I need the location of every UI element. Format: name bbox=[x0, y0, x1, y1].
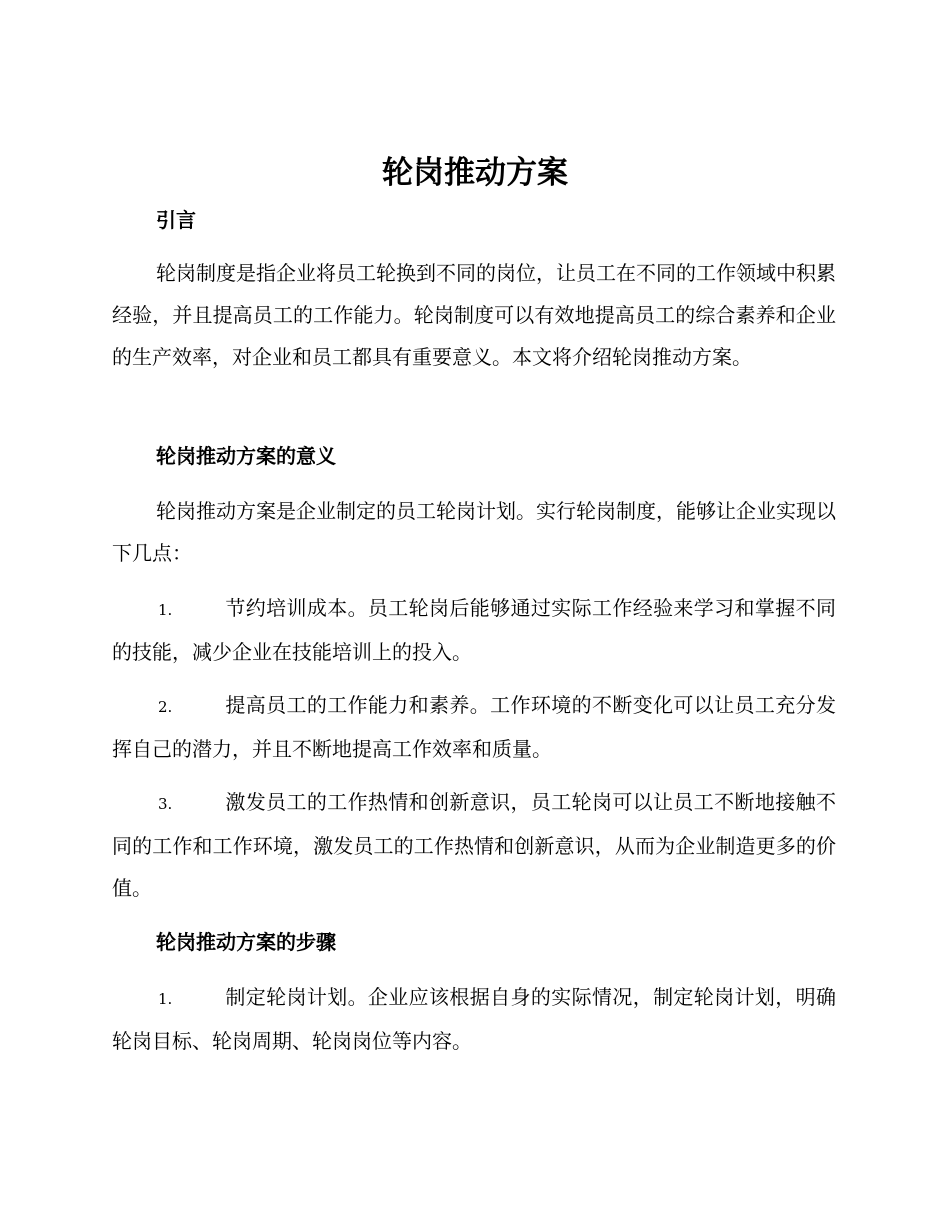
list-item bbox=[112, 976, 836, 1062]
list-item-number: 1. bbox=[158, 601, 173, 619]
significance-paragraph: 轮岗推动方案是企业制定的员工轮岗计划。实行轮岗制度，能够让企业实现以下几点： bbox=[112, 499, 836, 565]
list-item-number: 2. bbox=[158, 698, 173, 716]
list-item bbox=[112, 781, 836, 909]
list-item-text: 提高员工的工作能力和素养。工作环境的不断变化可以让员工充分发挥自己的潜力，并且不断地提高工作效率和质量。 bbox=[112, 693, 836, 761]
section-heading-significance: 轮岗推动方案的意义 bbox=[156, 444, 336, 468]
introduction-paragraph: 轮岗制度是指企业将员工轮换到不同的岗位，让员工在不同的工作领域中积累经验，并且提高员工的工作能力。轮岗制度可以有效地提高员工的综合素养和企业的生产效率，对企业和员工都具有重要意义。本文将介绍轮岗推动方案。 bbox=[112, 261, 836, 369]
list-item-number: 1. bbox=[158, 990, 173, 1008]
document-title: 轮岗推动方案 bbox=[382, 155, 568, 191]
list-item-text: 节约培训成本。员工轮岗后能够通过实际工作经验来学习和掌握不同的技能，减少企业在技能培训上的投入。 bbox=[112, 596, 836, 664]
list-item-number: 3. bbox=[158, 795, 173, 813]
section-heading-steps: 轮岗推动方案的步骤 bbox=[156, 930, 336, 954]
section-heading-introduction: 引言 bbox=[156, 208, 196, 232]
list-item bbox=[112, 587, 836, 673]
list-item-text: 激发员工的工作热情和创新意识，员工轮岗可以让员工不断地接触不同的工作和工作环境，激发员工的工作热情和创新意识，从而为企业制造更多的价值。 bbox=[112, 790, 836, 900]
list-item bbox=[112, 684, 836, 770]
list-item-text: 制定轮岗计划。企业应该根据自身的实际情况，制定轮岗计划，明确轮岗目标、轮岗周期、轮岗岗位等内容。 bbox=[112, 985, 836, 1053]
